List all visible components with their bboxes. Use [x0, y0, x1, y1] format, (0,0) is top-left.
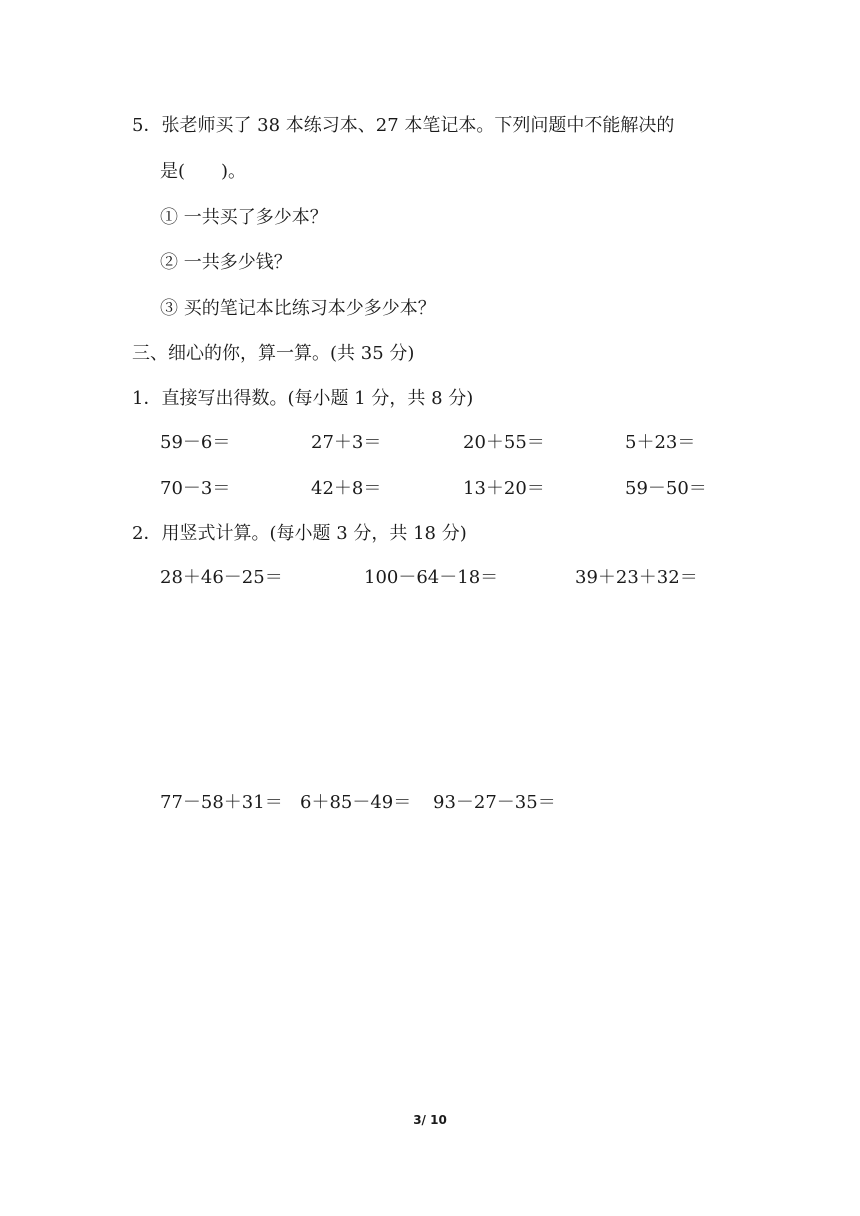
part-2-title: 2．用竖式计算。(每小题 3 分，共 18 分)	[132, 523, 467, 544]
option-3: ③ 买的笔记本比练习本少多少本？	[160, 298, 436, 319]
vertical-calc-item: 6＋85－49＝	[300, 792, 412, 813]
mental-math-item: 13＋20＝	[463, 478, 545, 499]
option-1: ① 一共买了多少本？	[160, 207, 328, 228]
mental-math-item: 27＋3＝	[311, 432, 382, 453]
mental-math-item: 70－3＝	[160, 478, 231, 499]
vertical-calc-item: 100－64－18＝	[364, 567, 499, 588]
option-2: ② 一共多少钱？	[160, 252, 292, 273]
vertical-calc-item: 77－58＋31＝	[160, 792, 283, 813]
mental-math-item: 59－50＝	[625, 478, 707, 499]
mental-math-item: 5＋23＝	[625, 432, 696, 453]
part-1-title: 1．直接写出得数。(每小题 1 分，共 8 分)	[132, 388, 474, 409]
page-number: 3/ 10	[413, 1113, 447, 1127]
vertical-calc-item: 93－27－35＝	[433, 792, 556, 813]
vertical-calc-item: 28＋46－25＝	[160, 567, 283, 588]
vertical-calc-item: 39＋23＋32＝	[575, 567, 698, 588]
question-5-stem-cont: 是( )。	[160, 161, 247, 182]
question-5-stem: 5．张老师买了 38 本练习本、27 本笔记本。下列问题中不能解决的	[132, 115, 675, 136]
section-3-heading: 三、细心的你，算一算。(共 35 分)	[132, 343, 415, 364]
mental-math-item: 59－6＝	[160, 432, 231, 453]
mental-math-item: 42＋8＝	[311, 478, 382, 499]
mental-math-item: 20＋55＝	[463, 432, 545, 453]
